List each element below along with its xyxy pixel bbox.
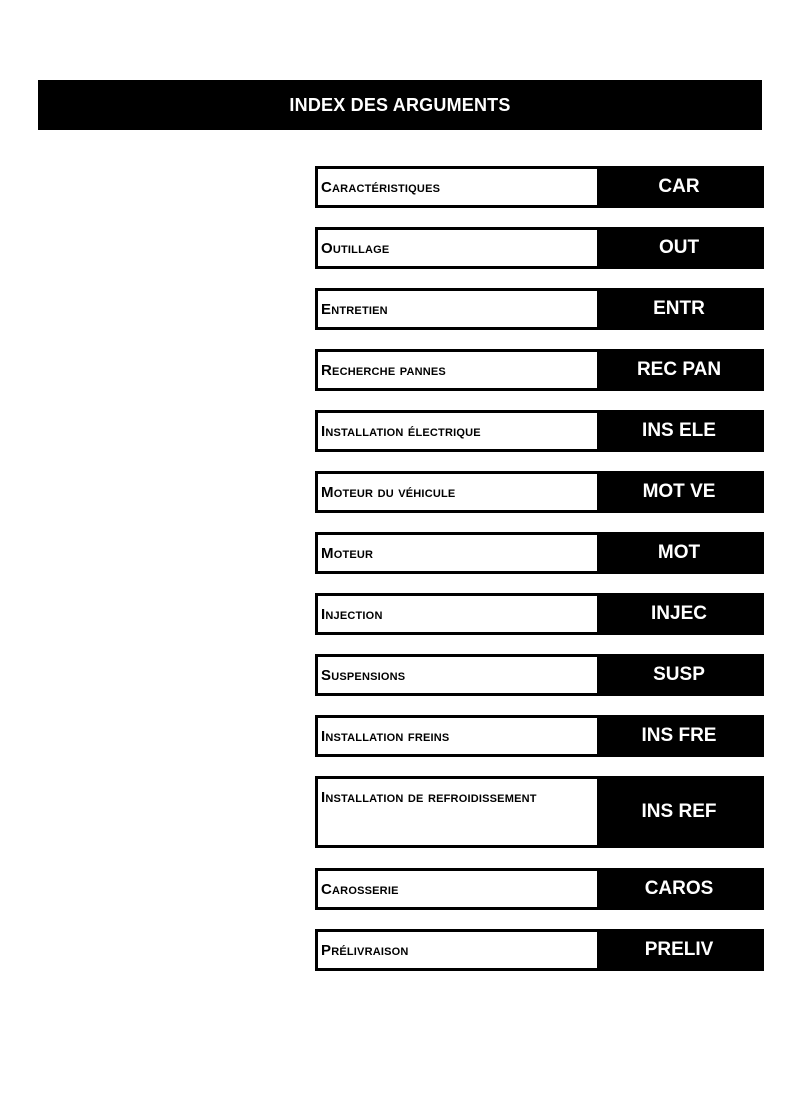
index-entry-installation-electrique[interactable] [315, 410, 764, 452]
entry-label: Entretien [321, 300, 388, 318]
entry-label: Caractéristiques [321, 178, 441, 196]
index-entry-installation-refroidissement[interactable] [315, 776, 764, 848]
entry-code: CAR [597, 169, 761, 205]
index-entry-moteur-du-vehicule[interactable] [315, 471, 764, 513]
index-entry-injection[interactable] [315, 593, 764, 635]
entry-label: Installation électrique [321, 422, 481, 440]
entry-code: MOT VE [597, 474, 761, 510]
entry-code: INJEC [597, 596, 761, 632]
index-entry-moteur[interactable] [315, 532, 764, 574]
entry-code: ENTR [597, 291, 761, 327]
entry-code: INS REF [597, 779, 761, 845]
entry-label: Moteur du véhicule [321, 483, 456, 501]
index-entry-caracteristiques[interactable] [315, 166, 764, 208]
entry-label: Moteur [321, 544, 374, 562]
entry-code: MOT [597, 535, 761, 571]
index-title: INDEX DES ARGUMENTS [289, 94, 511, 115]
entry-label: Injection [321, 605, 383, 623]
index-entry-suspensions[interactable] [315, 654, 764, 696]
index-header [38, 80, 762, 130]
entry-code: OUT [597, 230, 761, 266]
entry-code: INS ELE [597, 413, 761, 449]
index-entry-installation-freins[interactable] [315, 715, 764, 757]
entry-code: PRELIV [597, 932, 761, 968]
entry-label: Suspensions [321, 666, 406, 684]
entry-code: CAROS [597, 871, 761, 907]
entry-label: Prélivraison [321, 941, 409, 959]
entry-code: SUSP [597, 657, 761, 693]
index-entry-recherche-pannes[interactable] [315, 349, 764, 391]
index-entry-entretien[interactable] [315, 288, 764, 330]
entry-code: INS FRE [597, 718, 761, 754]
index-entry-outillage[interactable] [315, 227, 764, 269]
entry-label: Recherche pannes [321, 361, 446, 379]
entry-label: Installation freins [321, 727, 450, 745]
index-entry-carosserie[interactable] [315, 868, 764, 910]
index-entry-prelivraison[interactable] [315, 929, 764, 971]
entry-label: Carosserie [321, 880, 399, 898]
entry-label: Installation de refroidissement [321, 789, 537, 806]
entry-code: REC PAN [597, 352, 761, 388]
entry-label: Outillage [321, 239, 390, 257]
